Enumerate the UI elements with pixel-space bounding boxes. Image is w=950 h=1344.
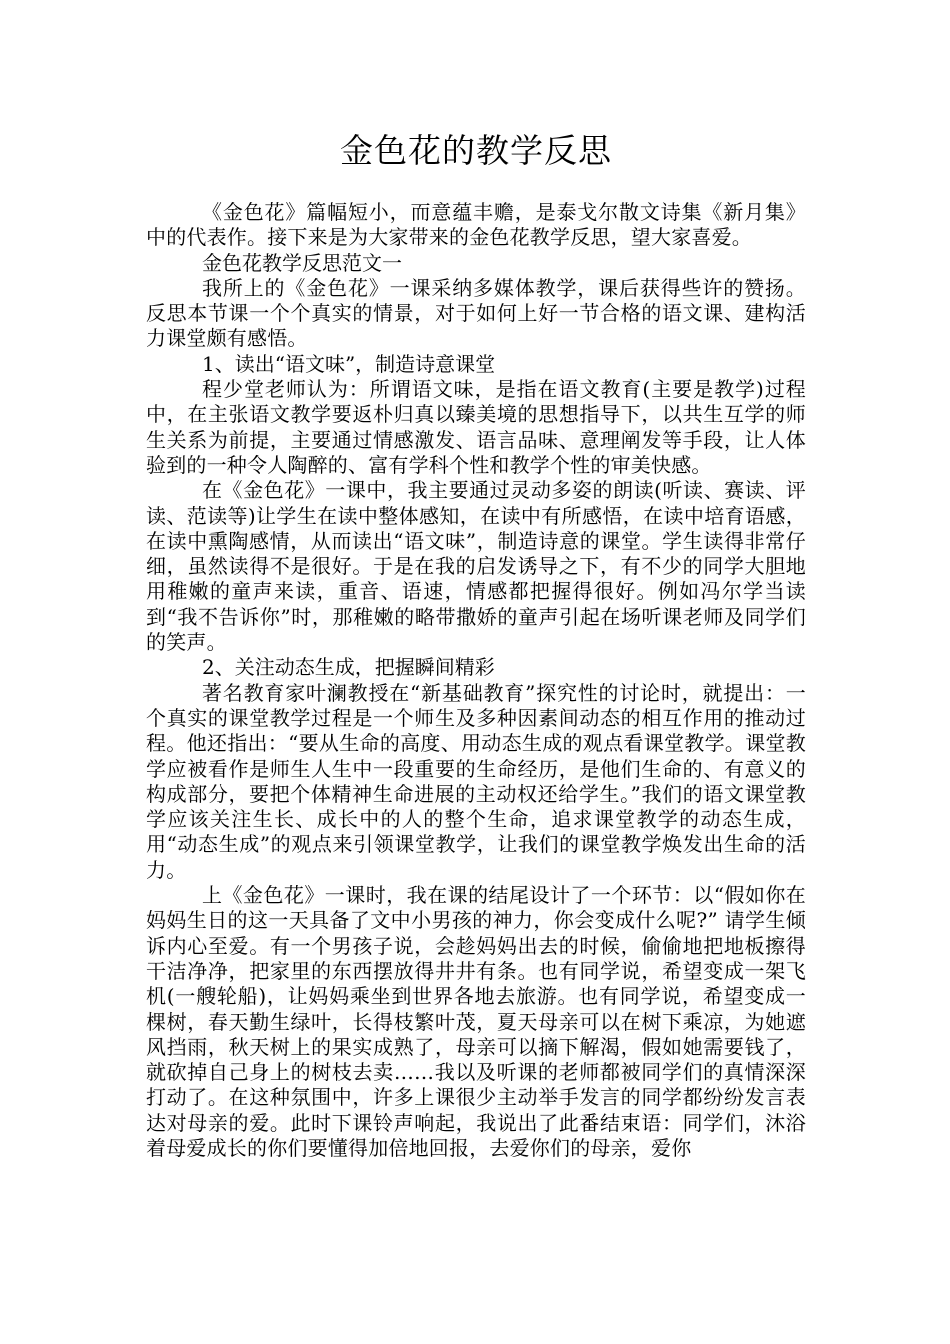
body-paragraph: 我所上的《金色花》一课采纳多媒体教学，课后获得些许的赞扬。反思本节课一个个真实的情景，对于如何上好一节合格的语文课、建构活力课堂颇有感悟。 xyxy=(146,275,806,351)
document-page xyxy=(146,0,806,1161)
intro-paragraph: 《金色花》篇幅短小，而意蕴丰赡，是泰戈尔散文诗集《新月集》中的代表作。接下来是为大家带来的金色花教学反思，望大家喜爱。 xyxy=(146,200,806,250)
body-paragraph: 上《金色花》一课时，我在课的结尾设计了一个环节：以“假如你在妈妈生日的这一天具备了文中小男孩的神力，你会变成什么呢?” 请学生倾诉内心至爱。有一个男孩子说，会趁妈妈出去的时候，偷偷地把地板擦得干洁净净，把家里的东西摆放得井井有条。也有同学说，希望变成一架飞机(一艘轮船)，让妈妈乘坐到世界各地去旅游。也有同学说，希望变成一棵树，春天勤生绿叶，长得枝繁叶茂，夏天母亲可以在树下乘凉，为她遮风挡雨，秋天树上的果实成熟了，母亲可以摘下解渴，假如她需要钱了，就砍掉自己身上的树枝去卖……我以及听课的老师都被同学们的真情深深打动了。在这种氛围中，许多上课很少主动举手发言的同学都纷纷发言表达对母亲的爱。此时下课铃声响起，我说出了此番结束语：同学们，沐浴着母爱成长的你们要懂得加倍地回报，去爱你们的母亲，爱你 xyxy=(146,883,806,1160)
document-title: 金色花的教学反思 xyxy=(340,131,612,170)
section-heading-2: 2、关注动态生成，把握瞬间精彩 xyxy=(202,655,495,680)
document-body xyxy=(146,200,806,1161)
body-paragraph: 程少堂老师认为：所谓语文味，是指在语文教育(主要是教学)过程中，在主张语文教学要返朴归真以臻美境的思想指导下，以共生互学的师生关系为前提，主要通过情感激发、语言品味、意理阐发等手段，让人体验到的一种令人陶醉的、富有学科个性和教学个性的审美快感。 xyxy=(146,377,806,477)
body-paragraph: 著名教育家叶澜教授在“新基础教育”探究性的讨论时，就提出：一个真实的课堂教学过程是一个师生及多种因素间动态的相互作用的推动过程。他还指出：“要从生命的高度、用动态生成的观点看课堂教学。课堂教学应被看作是师生人生中一段重要的生命经历，是他们生命的、有意义的构成部分，要把个体精神生命进展的主动权还给学生。”我们的语文课堂教学应该关注生长、成长中的人的整个生命，追求课堂教学的动态生成，用“动态生成”的观点来引领课堂教学，让我们的课堂教学焕发出生命的活力。 xyxy=(146,680,806,882)
section-heading-1: 1、读出“语文味”，制造诗意课堂 xyxy=(202,351,496,376)
body-paragraph: 在《金色花》一课中，我主要通过灵动多姿的朗读(听读、赛读、评读、范读等)让学生在读中整体感知，在读中有所感悟，在读中培育语感，在读中熏陶感情，从而读出“语文味”，制造诗意的课堂。学生读得非常仔细，虽然读得不是很好。于是在我的启发诱导之下，有不少的同学大胆地用稚嫩的童声来读，重音、语速，情感都把握得很好。例如冯尔学当读到“我不告诉你”时，那稚嫩的略带撒娇的童声引起在场听课老师及同学们的笑声。 xyxy=(146,478,806,655)
section-heading-sample-one: 金色花教学反思范文一 xyxy=(202,250,402,275)
